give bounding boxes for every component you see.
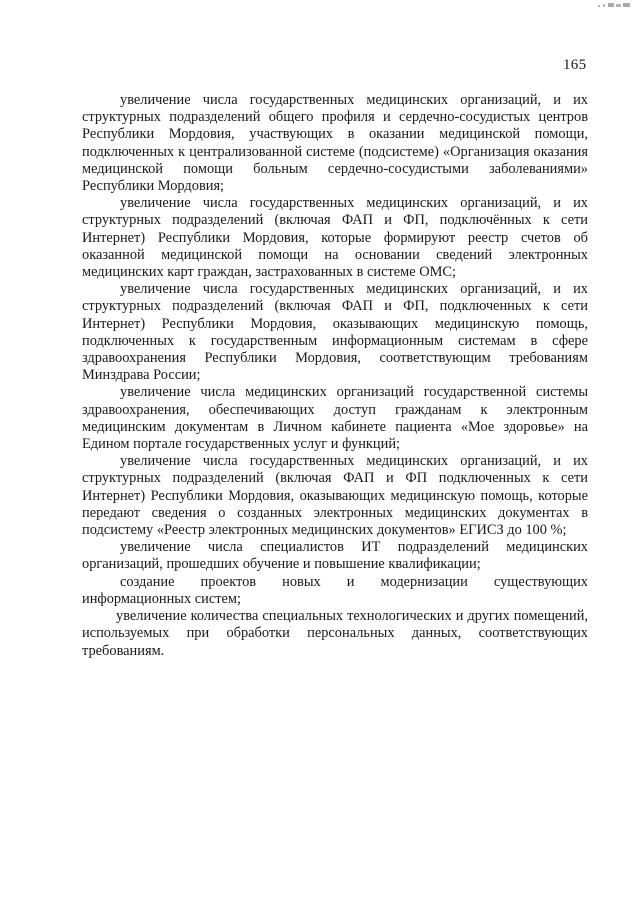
scan-mark-icon — [598, 2, 632, 9]
paragraph: увеличение числа медицинских организаций государственной системы здравоохранения, обеспечивающих доступ гражданам к электронным медицинским документам в Личном кабинете пациента «Мое здоровье» на Едином портале государственных услуг и функций; — [82, 384, 588, 453]
paragraph: увеличение числа государственных медицинских организаций, и их структурных подразделений (включая ФАП и ФП, подключенных к сети Интернет) Республики Мордовия, оказывающих медицинскую помощь, подключенных к государственным информационным системам в сфере здравоохранения Республики Мордовия, соответствующим требованиям Минздрава России; — [82, 281, 588, 384]
paragraph: увеличение числа государственных медицинских организаций, и их структурных подразделений (включая ФАП и ФП, подключённых к сети Интернет) Республики Мордовия, которые формируют реестр счетов об оказанной медицинской помощи на основании сведений электронных медицинских карт граждан, застрахованных в системе ОМС; — [82, 195, 588, 281]
paragraph: увеличение числа государственных медицинских организаций, и их структурных подразделений общего профиля и сердечно-сосудистых центров Республики Мордовия, участвующих в оказании медицинской помощи, подключенных к централизованной системе (подсистеме) «Организация оказания медицинской помощи больным сердечно-сосудистыми заболеваниями» Республики Мордовия; — [82, 92, 588, 195]
paragraph: создание проектов новых и модернизации существующих информационных систем; — [82, 573, 588, 607]
paragraph: увеличение числа государственных медицинских организаций, и их структурных подразделений (включая ФАП и ФП подключенных к сети Интернет) Республики Мордовия, оказывающих медицинскую помощь, которые передают сведения о созданных электронных медицинских документах в подсистему «Реестр электронных медицинских документов» ЕГИСЗ до 100 %; — [82, 453, 588, 539]
paragraph: увеличение количества специальных технологических и других помещений, используемых при обработки персональных данных, соответствующих требованиям. — [82, 608, 588, 659]
page-number: 165 — [563, 57, 587, 73]
paragraph: увеличение числа специалистов ИТ подразделений медицинских организаций, прошедших обучение и повышение квалификации; — [82, 539, 588, 573]
document-body — [82, 92, 588, 660]
